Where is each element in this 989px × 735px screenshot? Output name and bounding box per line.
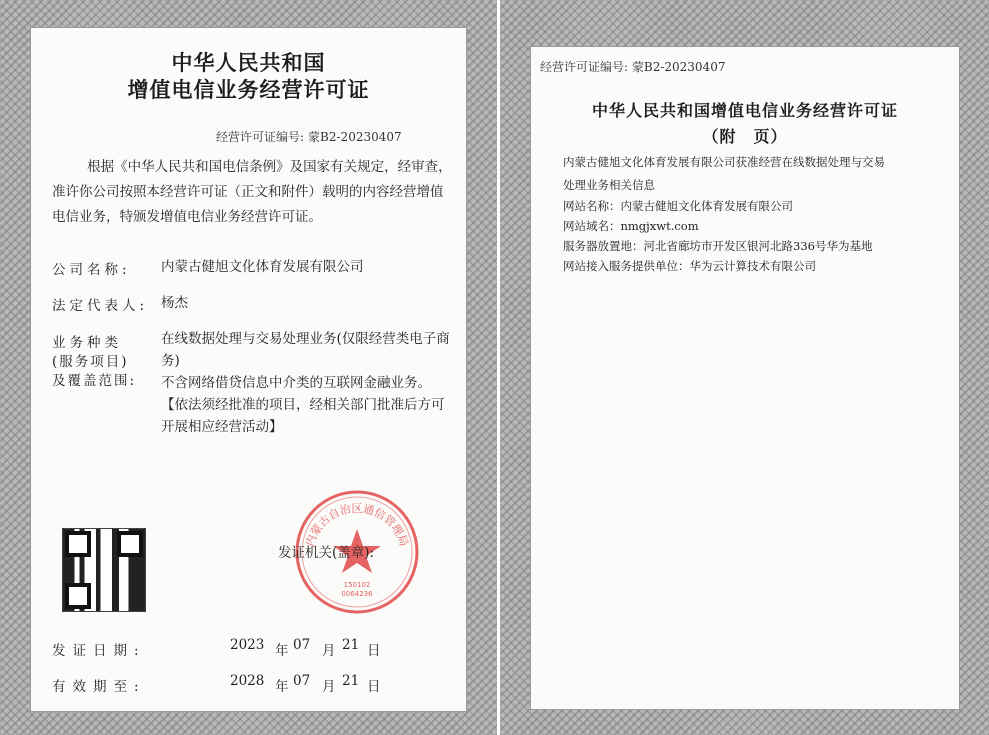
issue-date-year: 2023	[230, 637, 265, 653]
valid-until-label: 有效期至:	[52, 679, 146, 695]
annex-line-2: 处理业务相关信息	[563, 178, 655, 192]
license-number-value: 蒙B2-20230407	[308, 130, 402, 144]
license-number	[216, 128, 402, 145]
annex-line-1: 内蒙古健旭文化体育发展有限公司获准经营在线数据处理与交易	[563, 155, 885, 169]
legal-rep-label: 法定代表人:	[52, 298, 149, 314]
issue-date-label: 发证日期:	[52, 643, 146, 659]
annex-title-line2: （附 页）	[702, 127, 788, 146]
license-number-label: 经营许可证编号:	[216, 130, 305, 144]
company-name-value: 内蒙古健旭文化体育发展有限公司	[161, 259, 364, 275]
valid-until-day-char: 日	[367, 679, 381, 695]
business-label-2: (服务项目)	[52, 354, 129, 370]
business-label-3: 及覆盖范围:	[52, 373, 137, 389]
issue-date-day-char: 日	[367, 643, 381, 659]
annex-license-number-value: 蒙B2-20230407	[631, 60, 726, 74]
valid-until-year-char: 年	[275, 679, 289, 695]
valid-until-month-char: 月	[322, 679, 336, 695]
business-label-1: 业务种类	[52, 335, 122, 351]
annex-server-location: 服务器放置地：河北省廊坊市开发区银河北路336号华为基地	[563, 239, 873, 253]
intro-paragraph: 根据《中华人民共和国电信条例》及国家有关规定，经审查，准许你公司按照本经营许可证（正文和附件）载明的内容经营增值电信业务，特颁发增值电信业务经营许可证。	[52, 159, 452, 225]
seal-code-2: 0064236	[341, 590, 373, 598]
issue-date-month: 07	[293, 637, 311, 653]
issue-date-month-char: 月	[322, 643, 336, 659]
annex-license-number	[540, 58, 725, 75]
main-certificate-body	[30, 27, 467, 712]
qr-code	[63, 529, 145, 611]
annex-domain: 网站域名：nmgjxwt.com	[563, 219, 699, 233]
seal-text: 内蒙古自治区通信管理局	[303, 502, 411, 548]
legal-rep-value: 杨杰	[161, 295, 188, 311]
annex-license-number-label: 经营许可证编号:	[540, 60, 629, 74]
issue-date-day: 21	[342, 637, 360, 653]
seal-code-1: 150102	[343, 581, 371, 589]
issue-date-year-char: 年	[275, 643, 289, 659]
company-name-label: 公司名称:	[52, 262, 131, 278]
business-scope-2: 不含网络借贷信息中介类的互联网金融业务。【依法须经批准的项目，经相关部门批准后方可开展相应经营活动】	[161, 375, 445, 435]
issuer-label: 发证机关(盖章):	[278, 545, 375, 561]
valid-until-year: 2028	[230, 673, 265, 689]
valid-until-day: 21	[342, 673, 360, 689]
annex-access-provider: 网站接入服务提供单位：华为云计算技术有限公司	[563, 259, 816, 273]
annex-page-body	[530, 46, 960, 710]
annex-page	[500, 0, 989, 735]
annex-website-name: 网站名称：内蒙古健旭文化体育发展有限公司	[563, 199, 793, 213]
annex-title-line1: 中华人民共和国增值电信业务经营许可证	[591, 101, 898, 120]
certificate-title-line1: 中华人民共和国	[171, 51, 326, 75]
certificate-title-line2: 增值电信业务经营许可证	[127, 78, 370, 102]
business-scope-1: 在线数据处理与交易处理业务(仅限经营类电子商务)	[161, 331, 450, 369]
valid-until-month: 07	[293, 673, 311, 689]
